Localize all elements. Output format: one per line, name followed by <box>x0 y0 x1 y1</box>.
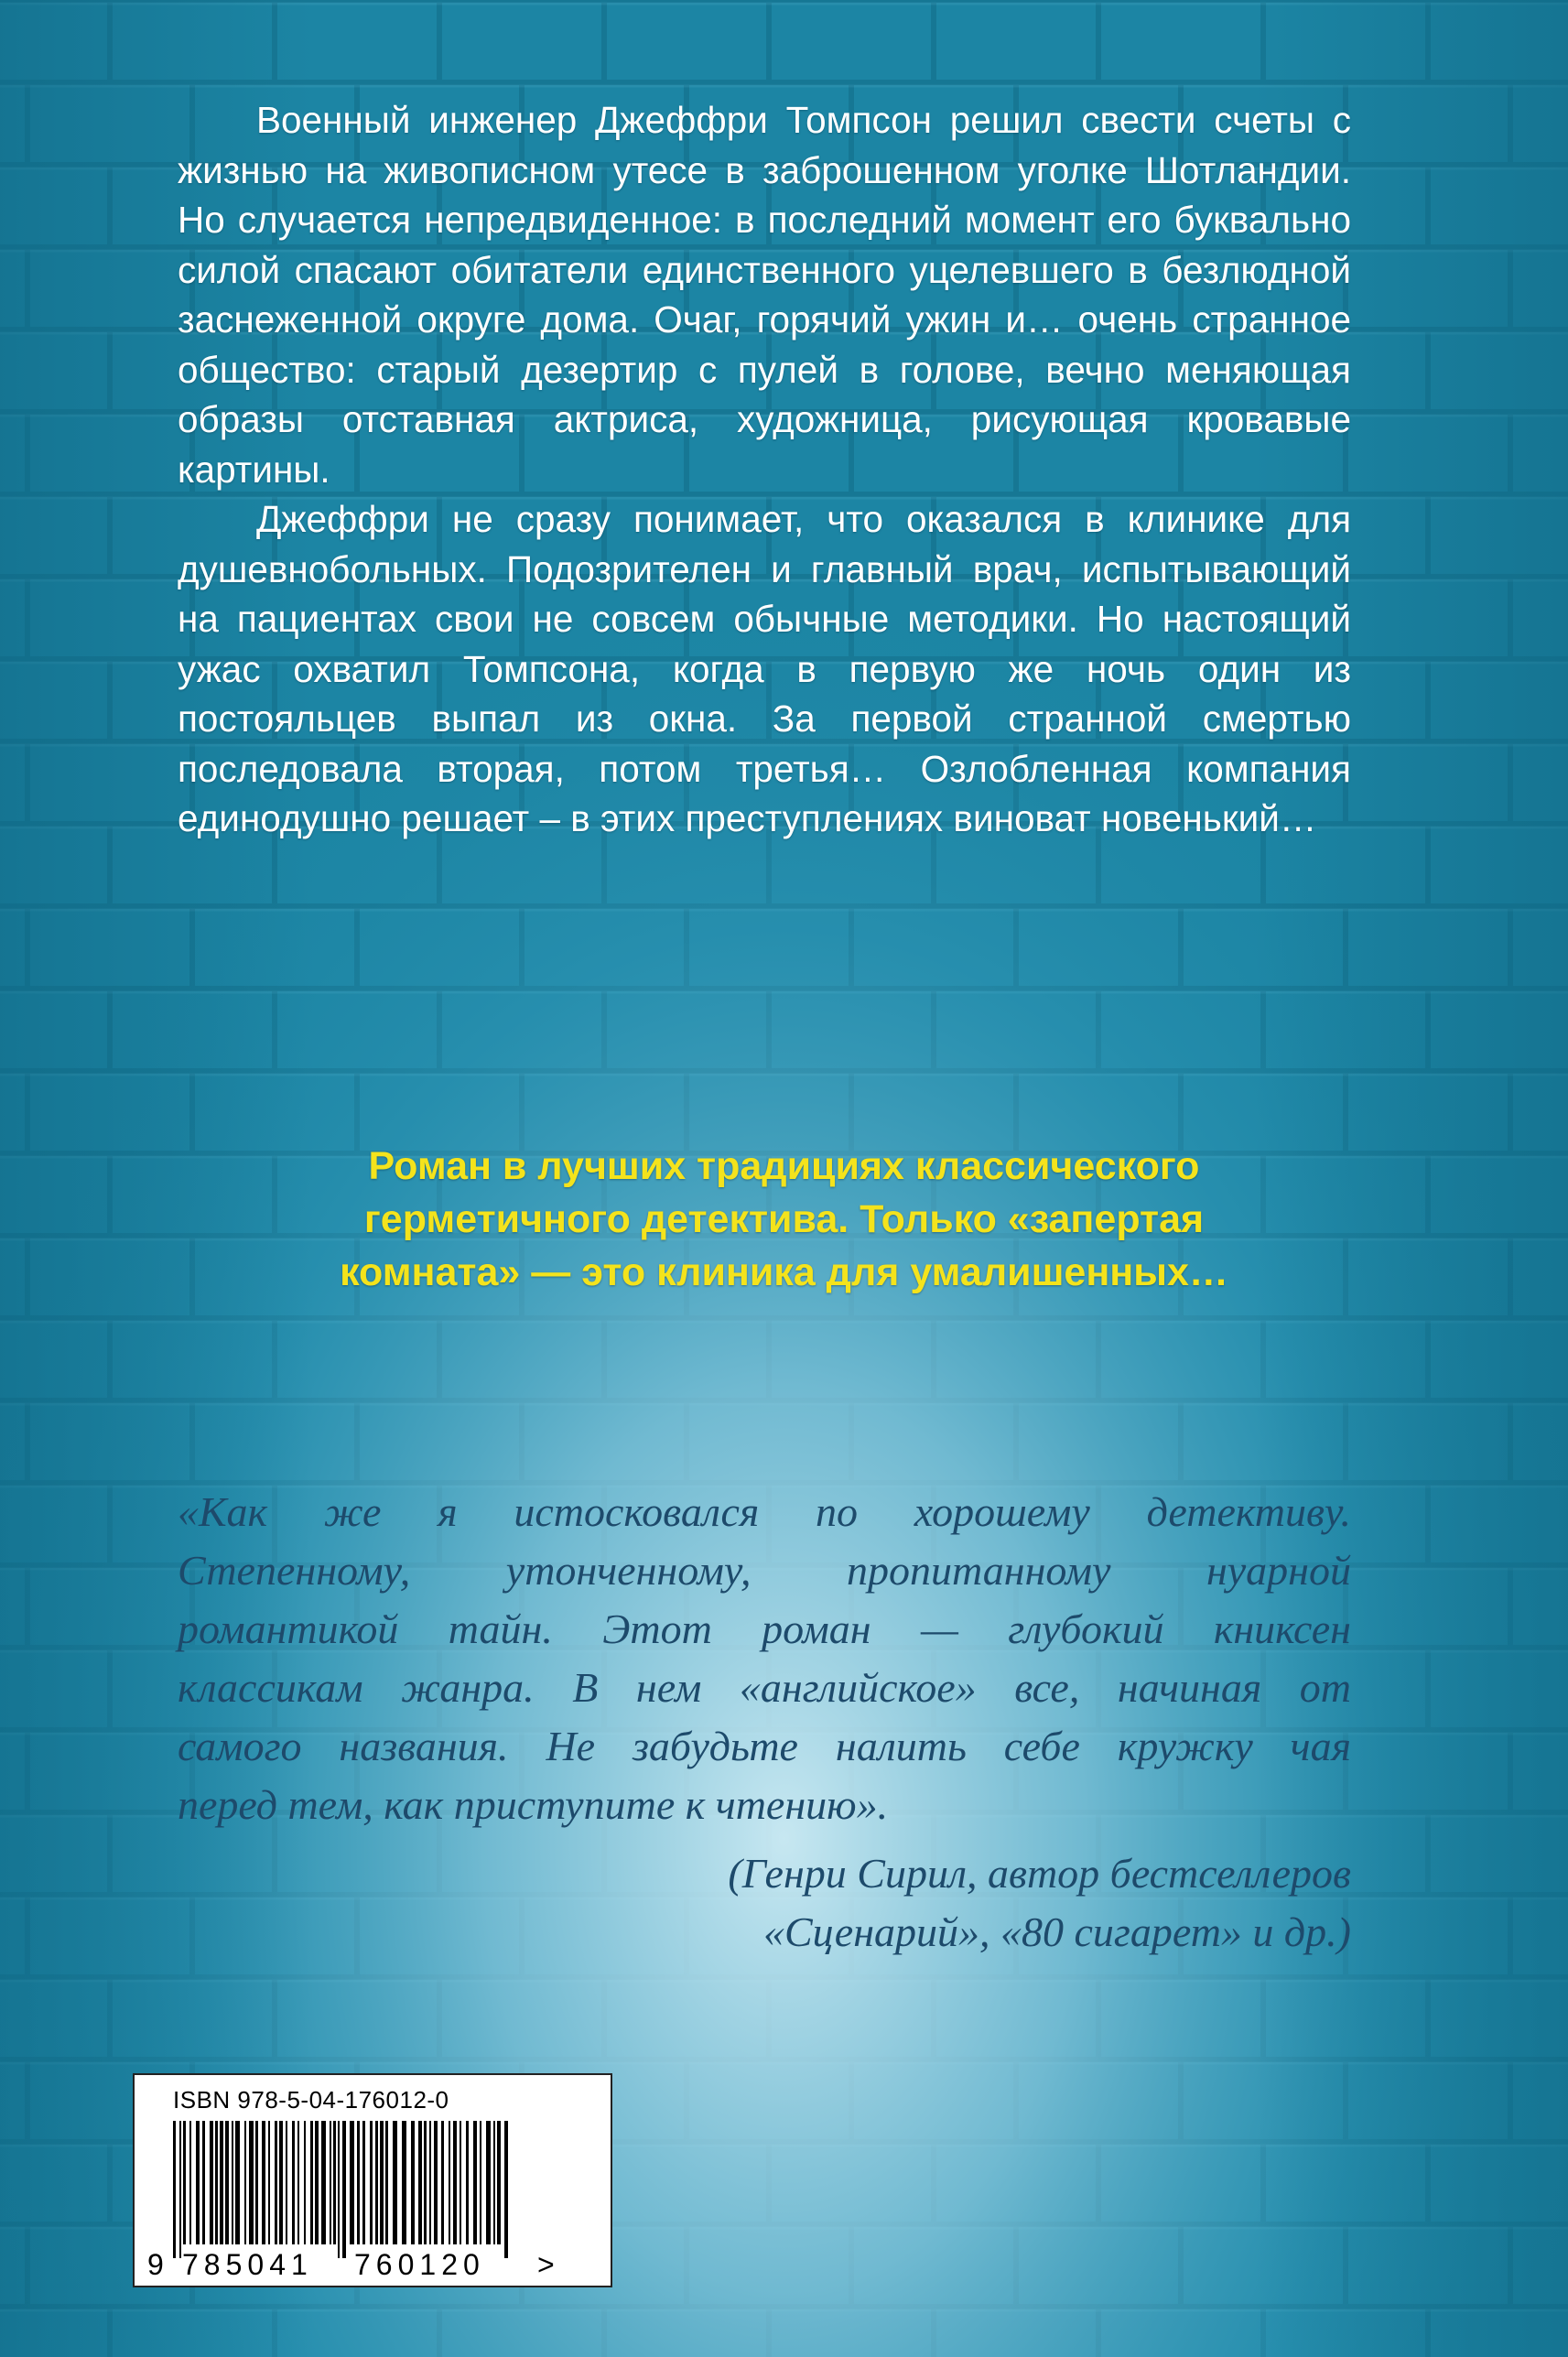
barcode-bar <box>220 2121 223 2244</box>
barcode-bar <box>292 2121 295 2244</box>
barcode <box>135 2075 611 2286</box>
description-paragraph-2: Джеффри не сразу понимает, что оказался в клинике для душевнобольных. Подозрителен и главный врач, испытывающий на пациентах свои не совсем обычные методики. Но настоящий ужас охватил Томпсона, когда в первую же ночь один из постояльцев выпал из окна. За первой странной смертью последовала вторая, потом третья… Озлобленная компания единодушно решает – в этих преступлениях виноват новенький… <box>178 498 1351 839</box>
description-paragraph-1: Военный инженер Джеффри Томпсон решил свести счеты с жизнью на живописном утесе в заброшенном уголке Шотландии. Но случается непредвиденное: в последний момент его буквально силой спасают обитатели единственного уцелевшего в безлюдной заснеженной округе дома. Очаг, горячий ужин и… очень странное общество: старый дезертир с пулей в голове, вечно меняющая образы отставная актриса, художница, рисующая кровавые картины. <box>178 99 1351 491</box>
barcode-bar <box>453 2121 457 2244</box>
barcode-bar <box>225 2121 229 2244</box>
barcode-bar <box>321 2121 326 2244</box>
review-line: перед тем, как приступите к чтению». <box>178 1781 889 1828</box>
barcode-bar <box>393 2121 397 2244</box>
barcode-bar <box>504 2121 508 2258</box>
barcode-bar <box>255 2121 258 2244</box>
barcode-bar <box>304 2121 306 2244</box>
barcode-bar <box>449 2121 450 2244</box>
barcode-bar <box>275 2121 277 2244</box>
barcode-bar <box>179 2121 181 2258</box>
barcode-bar <box>268 2121 270 2244</box>
barcode-bar <box>434 2121 438 2244</box>
barcode-bar <box>249 2121 254 2244</box>
barcode-bar <box>460 2121 461 2244</box>
barcode-bar <box>189 2121 191 2244</box>
review-line: «Как же я истосковался по хорошему детективу. <box>178 1488 1351 1535</box>
barcode-quiet-zone-mark: > <box>537 2248 555 2281</box>
barcode-digit-lead: 9 <box>147 2248 164 2281</box>
barcode-digits-left: 785041 <box>182 2248 313 2281</box>
isbn-label: ISBN 978-5-04-176012-0 <box>173 2086 449 2114</box>
barcode-bar <box>375 2121 378 2244</box>
barcode-bar <box>315 2121 319 2244</box>
barcode-bar <box>330 2121 331 2244</box>
barcode-bar <box>232 2121 233 2244</box>
barcode-bar <box>333 2121 336 2244</box>
barcode-bar <box>418 2121 422 2244</box>
barcode-bar <box>473 2121 477 2244</box>
barcode-digits-right: 760120 <box>354 2248 485 2281</box>
review-line: романтикой тайн. Этот роман — глубокий книксен <box>178 1606 1351 1652</box>
barcode-bar <box>202 2121 205 2244</box>
barcode-bar <box>196 2121 200 2244</box>
barcode-bars <box>173 2121 508 2258</box>
barcode-bar <box>279 2121 283 2244</box>
tagline-line: Роман в лучших традициях классического <box>368 1144 1200 1188</box>
review-line: классикам жанра. В нем «английское» все, начиная от <box>178 1664 1351 1711</box>
barcode-bar <box>342 2121 346 2258</box>
review-line: Степенному, утонченному, пропитанному нуарной <box>178 1547 1351 1594</box>
review-attribution <box>178 1844 1351 1962</box>
barcode-bar <box>310 2121 313 2244</box>
barcode-bar <box>244 2121 246 2244</box>
barcode-bar <box>466 2121 469 2244</box>
barcode-bar <box>215 2121 218 2244</box>
barcode-bar <box>362 2121 365 2244</box>
attribution-line: (Генри Сирил, автор бестселлеров <box>728 1850 1351 1897</box>
barcode-bar <box>497 2121 501 2244</box>
barcode-bar <box>424 2121 427 2244</box>
barcode-bar <box>429 2121 431 2244</box>
barcode-bar <box>286 2121 287 2244</box>
barcode-bar <box>262 2121 265 2244</box>
barcode-bar <box>380 2121 384 2244</box>
barcode-bar <box>297 2121 299 2244</box>
tagline <box>146 1140 1422 1299</box>
tagline-line: герметичного детектива. Только «запертая <box>363 1197 1205 1241</box>
barcode-bar <box>480 2121 481 2244</box>
barcode-bar <box>385 2121 388 2244</box>
barcode-bar <box>350 2121 354 2244</box>
barcode-bar <box>486 2121 491 2244</box>
tagline-line: комната» — это клиника для умалишенных… <box>340 1250 1228 1294</box>
review-line: самого названия. Не забудьте налить себе кружку чая <box>178 1723 1351 1769</box>
barcode-bar <box>338 2121 340 2258</box>
attribution-line: «Сценарий», «80 сигарет» и др.) <box>762 1908 1351 1955</box>
barcode-bar <box>183 2121 186 2244</box>
barcode-bar <box>235 2121 240 2244</box>
isbn-barcode-box <box>133 2073 612 2287</box>
review-quote <box>178 1483 1351 1834</box>
book-description <box>178 95 1351 844</box>
barcode-bar <box>493 2121 495 2244</box>
barcode-bar <box>370 2121 373 2244</box>
barcode-bar <box>441 2121 444 2244</box>
barcode-bar <box>402 2121 406 2244</box>
barcode-bar <box>357 2121 360 2244</box>
barcode-bar <box>210 2121 213 2244</box>
barcode-bar <box>173 2121 176 2258</box>
barcode-bar <box>411 2121 415 2244</box>
